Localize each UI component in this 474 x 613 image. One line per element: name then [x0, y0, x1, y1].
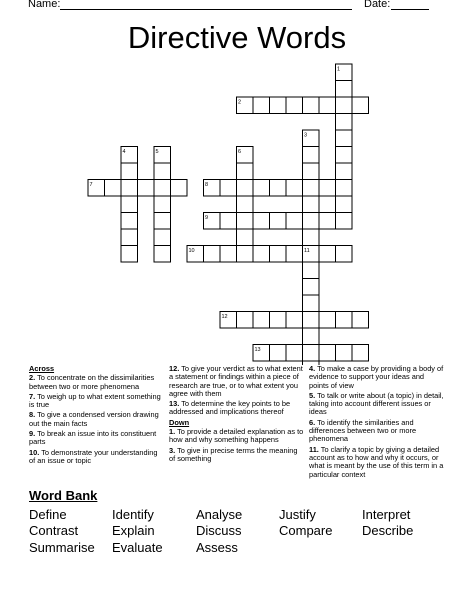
cell-number: 12 [221, 314, 228, 320]
grid-cell[interactable] [204, 246, 221, 263]
grid-cell[interactable] [270, 180, 287, 197]
word-bank-item: Analyse [196, 507, 243, 522]
grid-cell[interactable] [336, 246, 353, 263]
word-bank-item: Explain [112, 523, 155, 538]
cell-number: 2 [238, 99, 242, 106]
grid-cell[interactable] [286, 345, 303, 362]
clue-text: To clarify a topic by giving a detailed account as to how and why it occurs, or what is meant by the use of this term in a particular context [309, 444, 444, 479]
grid-cell[interactable] [270, 312, 287, 329]
grid-cell[interactable] [220, 180, 237, 197]
word-bank-item: Discuss [196, 523, 242, 538]
word-bank-item: Identify [112, 507, 154, 522]
grid-cell[interactable] [286, 180, 303, 197]
date-label: Date: [364, 0, 391, 10]
grid-cell[interactable] [336, 130, 353, 147]
grid-cell[interactable] [352, 97, 369, 114]
grid-cell[interactable] [237, 246, 254, 263]
grid-cell[interactable] [336, 345, 353, 362]
clue-down-4 [309, 365, 444, 390]
grid-cell[interactable] [336, 312, 353, 329]
grid-cell[interactable] [303, 196, 320, 213]
cell-number: 8 [205, 182, 209, 188]
grid-cell[interactable] [286, 213, 303, 230]
grid-cell[interactable] [253, 213, 270, 230]
grid-cell[interactable] [154, 246, 171, 263]
grid-cell[interactable] [121, 246, 138, 263]
grid-cell[interactable] [154, 180, 171, 197]
grid-cell[interactable] [121, 229, 138, 246]
grid-cell[interactable] [336, 163, 353, 180]
grid-cell[interactable] [154, 163, 171, 180]
clue-number: 11. [309, 444, 319, 454]
clue-across-2 [29, 374, 164, 391]
grid-cell[interactable] [303, 163, 320, 180]
clue-text: To concentrate on the dissimilarities between two or more phenomena [29, 373, 155, 391]
grid-cell[interactable] [237, 213, 254, 230]
grid-cell[interactable] [303, 180, 320, 197]
grid-cell[interactable] [138, 180, 155, 197]
grid-cell[interactable] [237, 180, 254, 197]
clue-number: 6. [309, 417, 316, 427]
name-label: Name: [28, 0, 61, 10]
grid-cell[interactable] [319, 213, 336, 230]
grid-cell[interactable] [336, 147, 353, 164]
cell-number: 9 [205, 215, 209, 221]
word-bank-item: Summarise [29, 540, 95, 555]
clue-number: 12. [169, 364, 180, 373]
clue-number: 13. [169, 399, 180, 409]
grid-cell[interactable] [336, 180, 353, 197]
clue-text: To make a case by providing a body of evidence to support your ideas and points of view [309, 364, 444, 390]
word-bank-item: Describe [362, 523, 414, 538]
grid-cell[interactable] [303, 97, 320, 114]
clue-number: 7. [29, 391, 36, 401]
cell-number: 7 [89, 182, 93, 188]
clue-across-8 [29, 411, 164, 428]
clue-text: To talk or write about (a topic) in detail, taking into account different issues or ideas [309, 390, 444, 417]
grid-cell[interactable] [319, 345, 336, 362]
clue-number: 3. [169, 445, 176, 455]
clue-number: 8. [29, 410, 36, 420]
grid-cell[interactable] [121, 213, 138, 230]
clue-number: 4. [309, 364, 316, 373]
word-bank-item: Interpret [362, 507, 411, 522]
clue-text: To give a condensed version drawing out the main facts [29, 410, 159, 428]
clue-text: To demonstrate your understanding of an issue or topic [29, 447, 158, 465]
word-bank-item: Compare [279, 523, 333, 538]
clue-across-7 [29, 393, 164, 410]
grid-cell[interactable] [303, 262, 320, 279]
clue-number: 10. [29, 447, 40, 457]
cell-number: 11 [304, 248, 310, 254]
grid-cell[interactable] [237, 196, 254, 213]
grid-cell[interactable] [319, 246, 336, 263]
clue-down-3 [169, 447, 305, 464]
grid-cell[interactable] [286, 97, 303, 114]
grid-cell[interactable] [154, 213, 171, 230]
grid-cell[interactable] [303, 229, 320, 246]
cell-number: 4 [122, 149, 126, 155]
word-bank-item: Define [29, 507, 67, 522]
clue-text: To give your verdict as to what extent a statement or findings within a piece of research are true, or to what extent you agree with them [169, 364, 303, 398]
grid-cell[interactable] [121, 163, 138, 180]
grid-cell[interactable] [303, 295, 320, 312]
grid-cell[interactable] [154, 229, 171, 246]
grid-cell[interactable] [270, 246, 287, 263]
grid-cell[interactable] [336, 81, 353, 98]
grid-cell[interactable] [303, 147, 320, 164]
grid-cell[interactable] [319, 97, 336, 114]
grid-cell[interactable] [336, 114, 353, 131]
clue-down-11 [309, 446, 444, 479]
word-bank-item: Evaluate [112, 540, 163, 555]
clue-number: 5. [309, 390, 316, 400]
cell-number: 5 [155, 149, 159, 155]
cell-number: 10 [188, 248, 195, 254]
clues-down [309, 365, 444, 481]
grid-cell[interactable] [121, 196, 138, 213]
grid-cell[interactable] [336, 213, 353, 230]
grid-cell[interactable] [220, 213, 237, 230]
grid-cell[interactable] [303, 345, 320, 362]
grid-cell[interactable] [303, 328, 320, 345]
grid-cell[interactable] [336, 196, 353, 213]
cell-number: 6 [238, 149, 242, 155]
grid-cell[interactable] [270, 213, 287, 230]
clue-number: 1. [169, 427, 176, 437]
grid-cell[interactable] [303, 312, 320, 329]
grid-cell[interactable] [270, 97, 287, 114]
grid-cell[interactable] [319, 312, 336, 329]
word-bank-item: Contrast [29, 523, 79, 538]
clue-across-9 [29, 430, 164, 447]
word-bank-item: Justify [279, 507, 316, 522]
clue-text: To determine the key points to be addressed and implications thereof [169, 399, 291, 417]
clue-text: To identify the similarities and differences between two or more phenomena [309, 417, 417, 444]
clue-number: 2. [29, 373, 36, 383]
grid-cell[interactable] [105, 180, 122, 197]
cell-number: 1 [337, 66, 341, 73]
grid-cell[interactable] [121, 180, 138, 197]
across-heading: Across [29, 364, 55, 373]
clues-across [29, 365, 164, 467]
cell-number: 3 [304, 132, 308, 139]
cell-number: 13 [254, 347, 261, 353]
clue-text: To provide a detailed explanation as to how and why something happens [169, 427, 304, 445]
grid-cell[interactable] [237, 163, 254, 180]
word-bank-item: Assess [196, 540, 238, 555]
grid-cell[interactable] [237, 229, 254, 246]
word-bank-title: Word Bank [29, 488, 98, 503]
page-title: Directive Words [127, 20, 347, 55]
grid-cell[interactable] [253, 180, 270, 197]
clue-text: To weigh up to what extent something is true [29, 391, 161, 410]
grid-cell[interactable] [171, 180, 188, 197]
grid-cell[interactable] [286, 246, 303, 263]
grid-cell[interactable] [154, 196, 171, 213]
down-heading: Down [169, 417, 190, 427]
grid-cell[interactable] [220, 246, 237, 263]
clue-text: To break an issue into its constituent parts [29, 429, 157, 447]
clue-across-12 [169, 365, 305, 398]
clue-across-13 [169, 400, 305, 417]
clues-across-down [169, 365, 305, 465]
grid-cell[interactable] [303, 213, 320, 230]
grid-cell[interactable] [253, 312, 270, 329]
grid-cell[interactable] [352, 312, 369, 329]
grid-cell[interactable] [253, 97, 270, 114]
grid-cell[interactable] [303, 279, 320, 296]
clue-text: To give in precise terms the meaning of something [169, 445, 298, 463]
clue-down-5 [309, 392, 444, 417]
grid-cell[interactable] [319, 180, 336, 197]
grid-cell[interactable] [286, 312, 303, 329]
grid-cell[interactable] [270, 345, 287, 362]
clue-number: 9. [29, 429, 36, 439]
grid-cell[interactable] [352, 345, 369, 362]
clue-across-10 [29, 449, 164, 466]
clue-down-1 [169, 428, 305, 445]
clue-down-6 [309, 419, 444, 444]
grid-cell[interactable] [253, 246, 270, 263]
grid-cell[interactable] [237, 312, 254, 329]
grid-cell[interactable] [336, 97, 353, 114]
